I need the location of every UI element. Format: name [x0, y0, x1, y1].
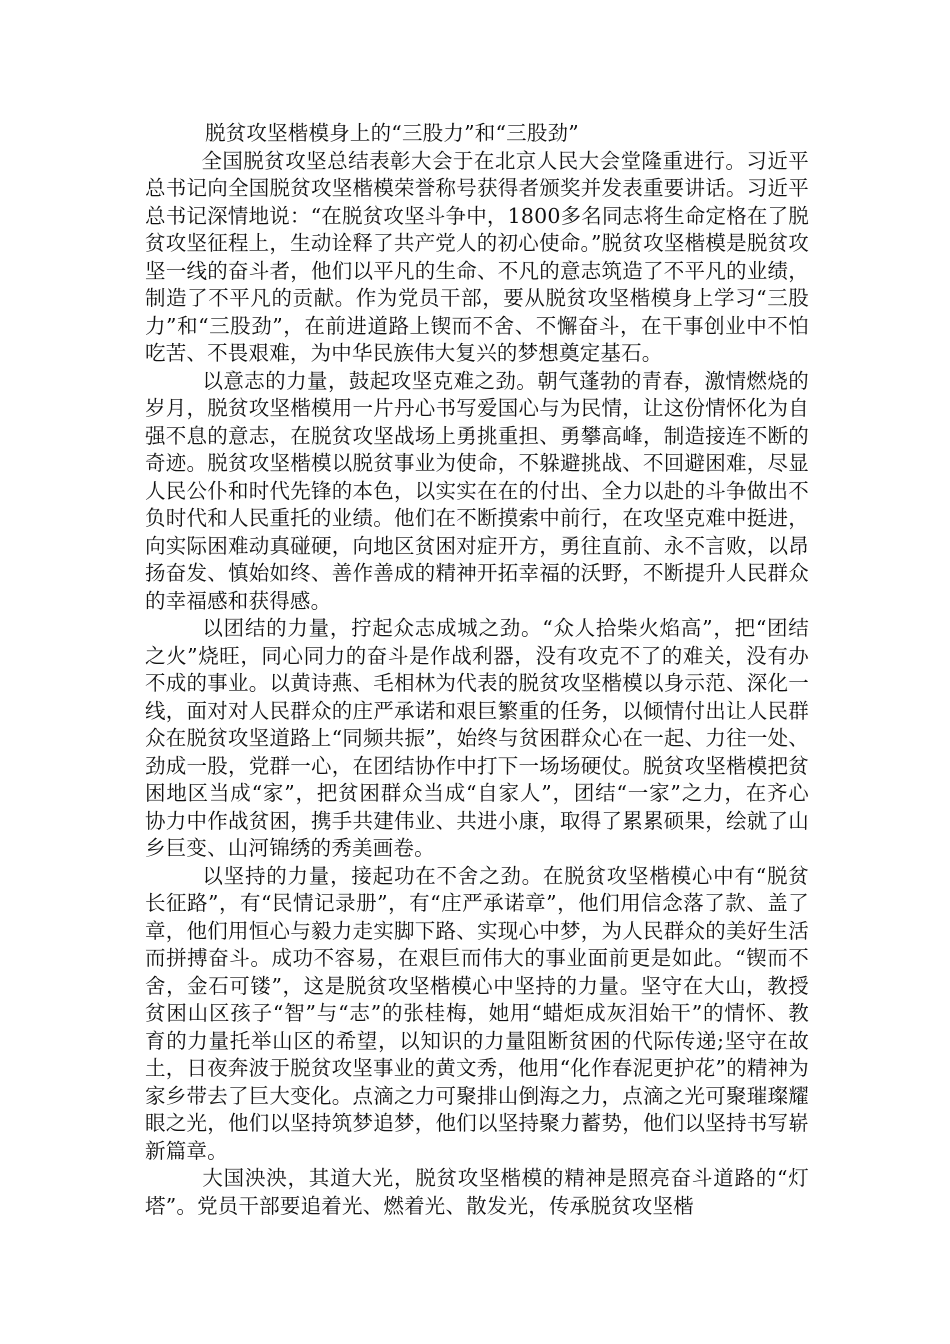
paragraph-unity: 以团结的力量，拧起众志成城之劲。“众人拾柴火焰高”，把“团结之火”烧旺，同心同力的奋斗是作战利器，没有攻克不了的难关，没有办不成的事业。以黄诗燕、毛相林为代表的脱贫攻坚楷模以身示范、深化一线，面对对人民群众的庄严承诺和艰巨繁重的任务，以倾情付出让人民群众在脱贫攻坚道路上“同频共振”，始终与贫困群众心在一起、力往一处、劲成一股，党群一心，在团结协作中打下一场场硬仗。脱贫攻坚楷模把贫困地区当成“家”，把贫困群众当成“自家人”，团结“一家”之力，在齐心协力中作战贫困，携手共建伟业、共进小康，取得了累累硕果，绘就了山乡巨变、山河锦绣的秀美画卷。 — [145, 616, 809, 860]
paragraph-will: 以意志的力量，鼓起攻坚克难之劲。朝气蓬勃的青春，激情燃烧的岁月，脱贫攻坚楷模用一片丹心书写爱国心与为民情，让这份情怀化为自强不息的意志，在脱贫攻坚战场上勇挑重担、勇攀高峰，制造接连不断的奇迹。脱贫攻坚楷模以脱贫事业为使命，不躲避挑战、不回避困难，尽显人民公仆和时代先锋的本色，以实实在在的付出、全力以赴的斗争做出不负时代和人民重托的业绩。他们在不断摸索中前行，在攻坚克难中挺进，向实际困难动真碰硬，向地区贫困对症开方，勇往直前、永不言败，以昂扬奋发、慎始如终、善作善成的精神开拓幸福的沃野，不断提升人民群众的幸福感和获得感。 — [145, 368, 809, 613]
paragraph-intro: 全国脱贫攻坚总结表彰大会于在北京人民大会堂隆重进行。习近平总书记向全国脱贫攻坚楷模荣誉称号获得者颁奖并发表重要讲话。习近平总书记深情地说：“在脱贫攻坚斗争中，1800多名同志将生命定格在了脱贫攻坚征程上，生动诠释了共产党人的初心使命。”脱贫攻坚楷模是脱贫攻坚一线的奋斗者，他们以平凡的生命、不凡的意志筑造了不平凡的业绩，制造了不平凡的贡献。作为党员干部，要从脱贫攻坚楷模身上学习“三股力”和“三股劲”，在前进道路上锲而不舍、不懈奋斗，在干事创业中不怕吃苦、不畏艰难，为中华民族伟大复兴的梦想奠定基石。 — [145, 148, 809, 365]
document-title: 脱贫攻坚楷模身上的“三股力”和“三股劲” — [205, 121, 579, 145]
paragraph-conclusion: 大国泱泱，其道大光，脱贫攻坚楷模的精神是照亮奋斗道路的“灯塔”。党员干部要追着光、燃着光、散发光，传承脱贫攻坚楷 — [145, 1166, 809, 1218]
document-body — [145, 120, 809, 1220]
paragraph-persistence: 以坚持的力量，接起功在不舍之劲。在脱贫攻坚楷模心中有“脱贫长征路”，有“民情记录册”，有“庄严承诺章”，他们用信念落了款、盖了章，他们用恒心与毅力走实脚下路、实现心中梦，为人民群众的美好生活而拼搏奋斗。成功不容易，在艰巨而伟大的事业面前更是如此。“锲而不舍，金石可镂”，这是脱贫攻坚楷模心中坚持的力量。坚守在大山，教授贫困山区孩子“智”与“志”的张桂梅，她用“蜡炬成灰泪始干”的情怀、教育的力量托举山区的希望，以知识的力量阻断贫困的代际传递;坚守在故土，日夜奔波于脱贫攻坚事业的黄文秀，他用“化作春泥更护花”的精神为家乡带去了巨大变化。点滴之力可聚排山倒海之力，点滴之光可聚璀璨耀眼之光，他们以坚持筑梦追梦，他们以坚持聚力蓄势，他们以坚持书写崭新篇章。 — [145, 863, 809, 1163]
